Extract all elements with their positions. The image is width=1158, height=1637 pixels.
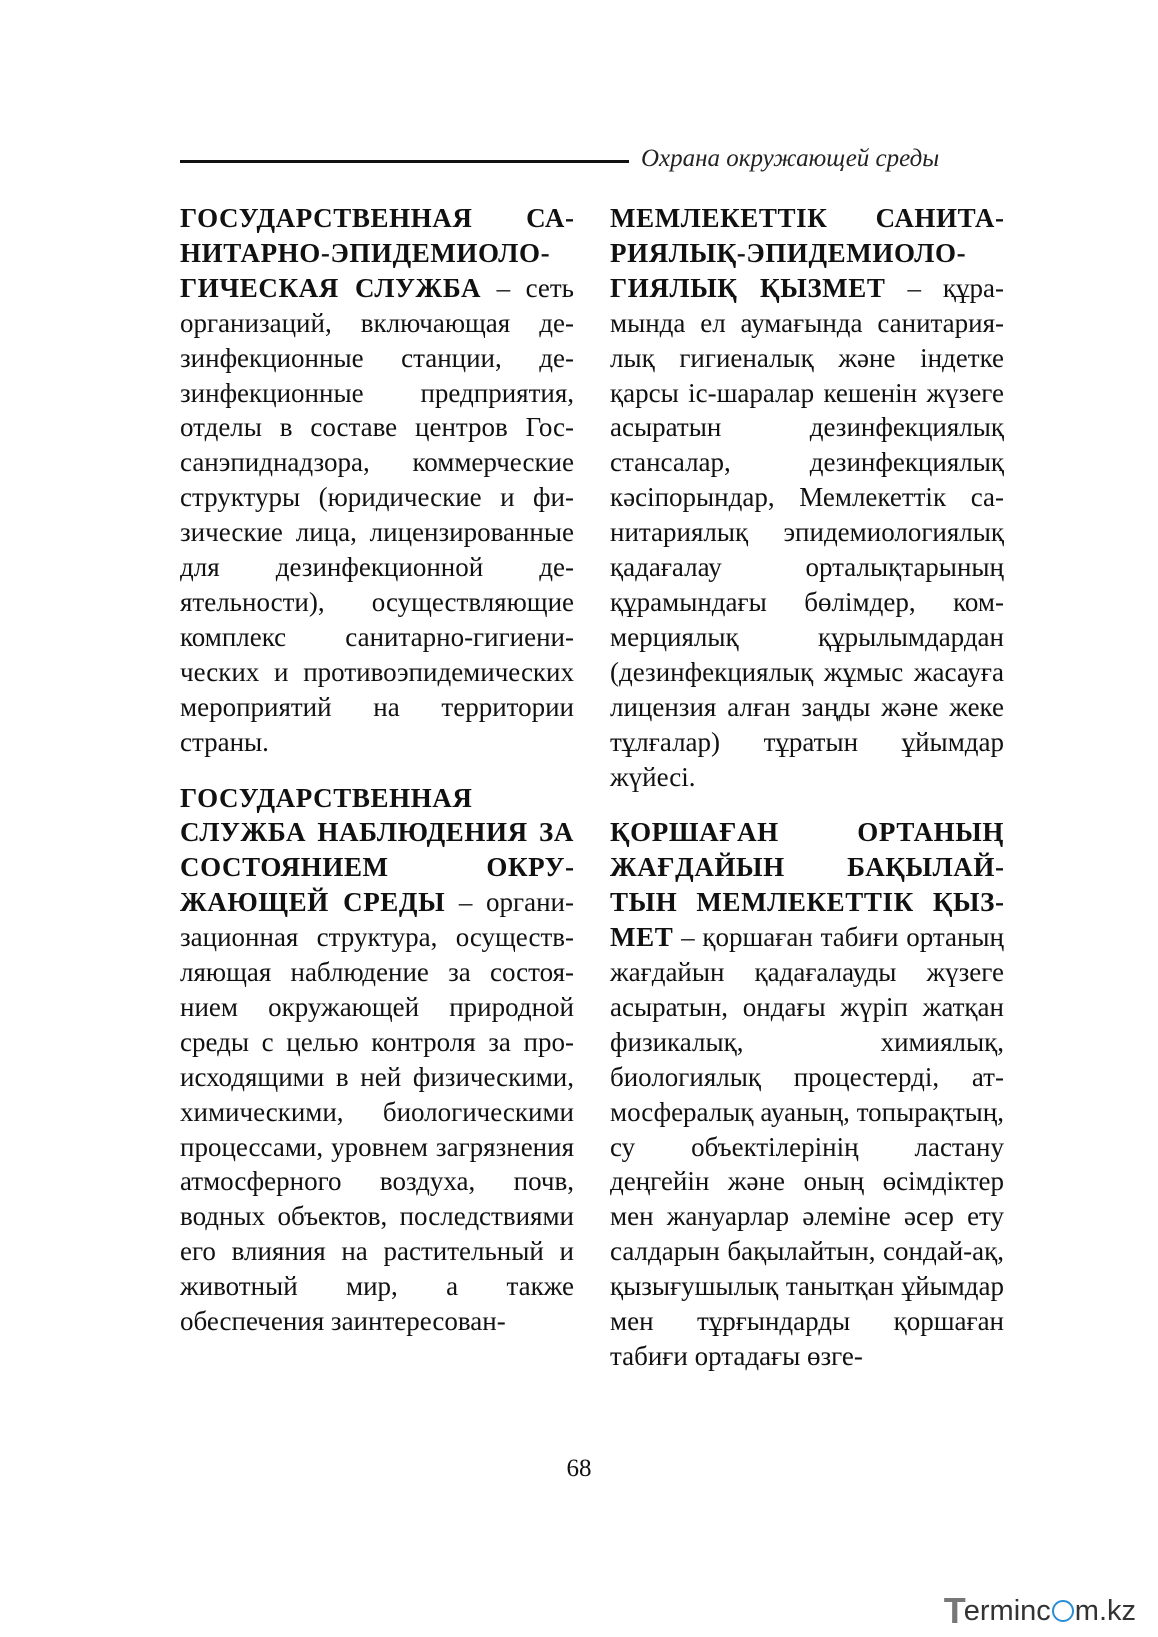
entry-sanepid-ru	[180, 201, 574, 760]
watermark-lead-letter: T	[943, 1590, 966, 1631]
right-column	[610, 201, 1004, 1374]
entry-sanepid-kz	[610, 201, 1004, 794]
entry-term: ҚОРШАҒАН ОРТАНЫҢ ЖАҒДАЙЫН БАҚЫЛАЙТЫН МЕМЛЕКЕТТІК ҚЫЗМЕТ	[610, 817, 1004, 953]
entry-definition: организационная структура, осуществляющая наблюдение за состоянием окружающей природной среды с целью контроля за происходящими в ней физическими, химическими, биологическими процессами, уровнем загрязнения атмосферного воздуха, почв, водных объектов, последствиями его влияния на растительный и животный мир, а также обеспечения заинтересован-	[180, 887, 575, 1337]
entry-dash: –	[673, 922, 703, 953]
running-head: Охрана окружающей среды	[641, 145, 940, 172]
entry-definition: құрамында ел аумағында санитариялық гигиеналық және індетке қарсы іс-шаралар кешенін жүзеге асыратын дезинфекциялық стансалар, дезинфекциялық кәсіпорындар, Мемлекеттік санитариялық эпидемиологиялық қадағалау орталықтарының құрамындағы бөлімдер, коммерциялық құрылымдардан (дезинфекциялық жұмыс жасауға лицензия алған заңды және жеке тұлғалар) тұратын ұйымдар жүйесі.	[610, 272, 1004, 792]
left-column	[180, 201, 574, 1339]
entry-monitoring-kz	[610, 815, 1004, 1374]
page-number: 68	[566, 1455, 592, 1482]
entry-dash: –	[445, 887, 487, 918]
entry-monitoring-ru	[180, 781, 574, 1340]
entry-dash: –	[481, 272, 526, 303]
entry-definition: қоршаған табиғи ортаның жағдайын қадағалауды жүзеге асыратын, ондағы жүріп жатқан физикалық, химиялық, биологиялық процестерді, атмосфералық ауаның, топырақтың, су объектілерінің ластану деңгейін және оның өсімдіктер мен жануарлар әлеміне әсер ету салдарын бақылайтын, сондай-ақ, қызығушылық танытқан ұйымдар мен тұрғындарды қоршаған табиғи ортадағы өзге-	[610, 922, 1004, 1371]
entry-term: МЕМЛЕКЕТТІК САНИТАРИЯЛЫҚ-ЭПИДЕМИОЛОГИЯЛЫҚ ҚЫЗМЕТ	[610, 203, 1004, 303]
entry-dash: –	[885, 272, 943, 303]
watermark-logo	[944, 1590, 1136, 1632]
header-rule	[180, 160, 629, 163]
watermark-ring-icon	[1052, 1600, 1074, 1622]
watermark-text-mid: erminc	[963, 1594, 1051, 1627]
entry-definition: сеть организаций, включающая дезинфекционные станции, дезинфекционные предприятия, отделы в составе центров Госсанэпиднадзора, коммерческие структуры (юридические и физические лица, лицензированные для дезинфекционной деятельности), осуществляющие комплекс санитарно-гигиенических и противоэпидемических мероприятий на территории страны.	[180, 272, 574, 757]
watermark-text-tail: m.kz	[1074, 1594, 1136, 1627]
entry-term: ГОСУДАРСТВЕННАЯ СЛУЖБА НАБЛЮДЕНИЯ ЗА СОСТОЯНИЕМ ОКРУЖАЮЩЕЙ СРЕДЫ	[180, 782, 574, 918]
entry-term: ГОСУДАРСТВЕННАЯ САНИТАРНО-ЭПИДЕМИОЛОГИЧЕСКАЯ СЛУЖБА	[180, 203, 574, 303]
